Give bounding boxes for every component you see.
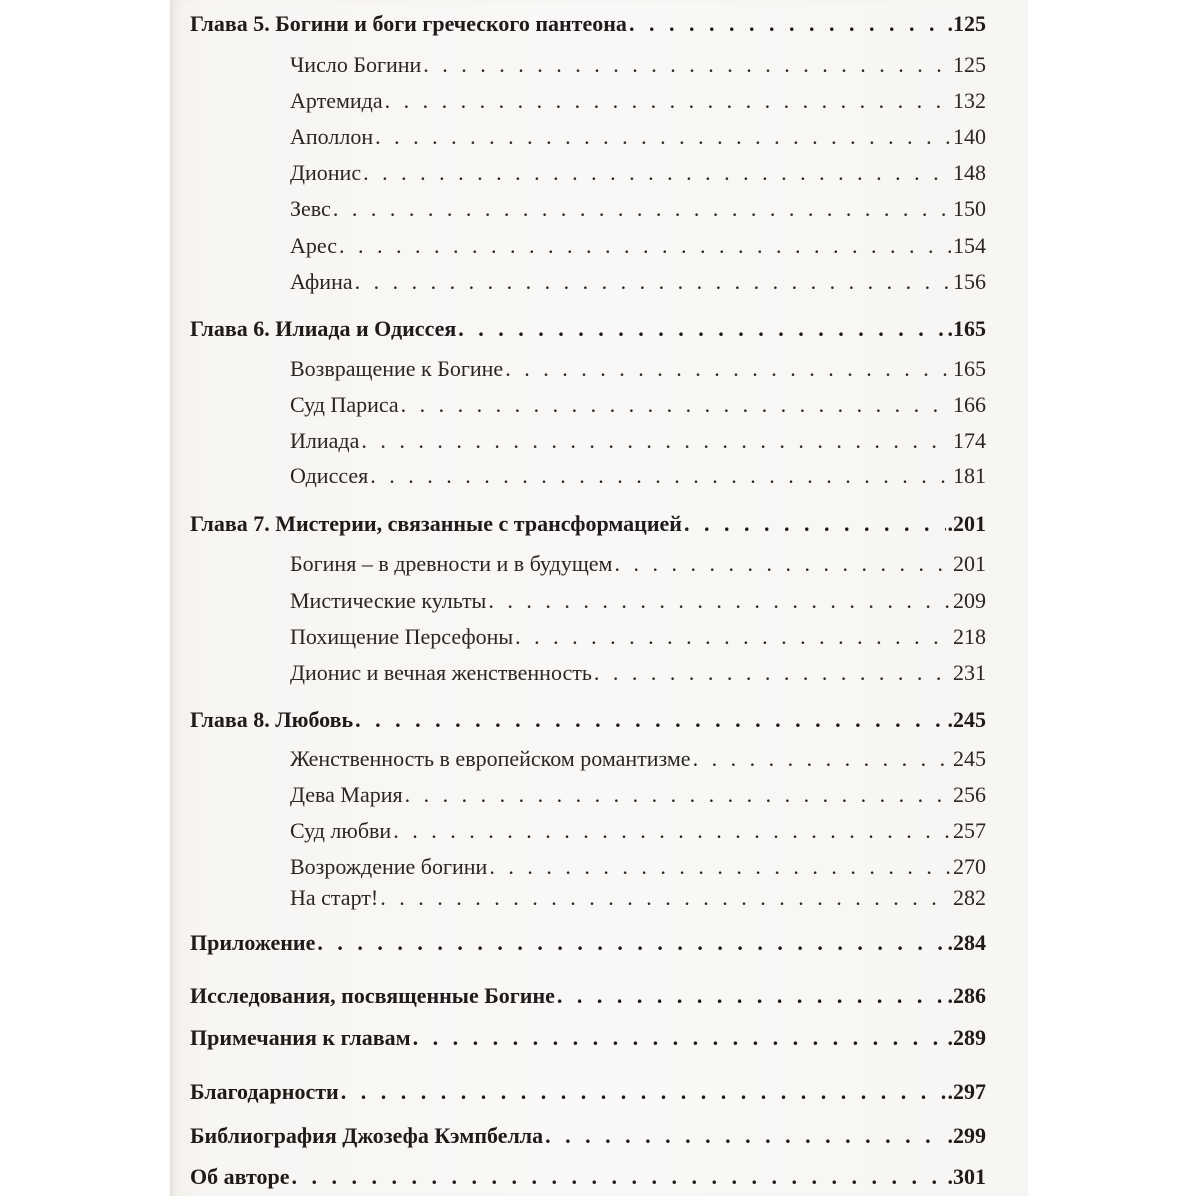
toc-section xyxy=(190,659,986,687)
toc-page-number: .301 xyxy=(947,1164,986,1189)
toc-entry-title: На старт! xyxy=(290,885,379,910)
toc-entry-title: Приложение xyxy=(190,930,316,955)
toc-chapter xyxy=(190,982,986,1010)
toc-section xyxy=(190,427,986,455)
toc-entry-title: Глава 7. Мистерии, связанные с трансформацией xyxy=(190,511,682,536)
toc-section xyxy=(190,781,986,809)
toc-page-number: 140 xyxy=(953,124,986,149)
leader-dots xyxy=(693,745,951,773)
toc-page-number: 209 xyxy=(953,588,986,613)
toc-section xyxy=(190,51,986,79)
toc-entry-title: Суд любви xyxy=(290,818,392,843)
toc-page-number: .201 xyxy=(947,511,986,536)
leader-dots xyxy=(355,706,945,734)
toc-page-number: 174 xyxy=(953,428,986,453)
toc-entry-title: Об авторе xyxy=(190,1164,290,1189)
toc-section xyxy=(190,745,986,773)
leader-dots xyxy=(401,391,951,419)
toc-entry-title: Суд Париса xyxy=(290,392,399,417)
toc-chapter xyxy=(190,929,986,957)
toc-entry-title: Арес xyxy=(290,233,337,258)
toc-page-number: 231 xyxy=(953,660,986,685)
toc-page-number: .299 xyxy=(947,1123,986,1148)
toc-page-number: .297 xyxy=(947,1079,986,1104)
toc-page-number: 181 xyxy=(953,463,986,488)
toc-page-number: 257 xyxy=(953,818,986,843)
leader-dots xyxy=(684,510,946,538)
toc-entry-title: Аполлон xyxy=(290,124,374,149)
toc-page-number: 166 xyxy=(953,392,986,417)
toc-chapter xyxy=(190,706,986,734)
leader-dots xyxy=(545,1122,945,1150)
leader-dots xyxy=(489,853,951,881)
leader-dots xyxy=(488,587,951,615)
toc-section xyxy=(190,159,986,187)
leader-dots xyxy=(361,427,951,455)
toc-entry-title: Число Богини xyxy=(290,52,422,77)
toc-page-number: .165 xyxy=(947,316,986,341)
toc-chapter xyxy=(190,1122,986,1150)
toc-page-number: .245 xyxy=(947,707,986,732)
toc-section xyxy=(190,623,986,651)
toc-entry-title: Глава 5. Богини и боги греческого пантеона xyxy=(190,11,627,36)
toc-entry-title: Благодарности xyxy=(190,1079,339,1104)
leader-dots xyxy=(385,87,951,115)
toc-page-number: 148 xyxy=(953,160,986,185)
toc-section xyxy=(190,462,986,490)
toc-entry-title: Дионис и вечная женственность xyxy=(290,660,592,685)
leader-dots xyxy=(614,550,951,578)
toc-chapter xyxy=(190,1163,986,1191)
toc-entry-title: Дева Мария xyxy=(290,782,403,807)
toc-entry-title: Женственность в европейском романтизме xyxy=(290,746,691,771)
toc-entry-title: Глава 8. Любовь xyxy=(190,707,354,732)
leader-dots xyxy=(375,123,951,151)
toc-section xyxy=(190,87,986,115)
leader-dots xyxy=(317,929,945,957)
toc-entry-title: Артемида xyxy=(290,88,383,113)
toc-page-number: 156 xyxy=(953,269,986,294)
leader-dots xyxy=(458,315,945,343)
toc-entry-title: Примечания к главам xyxy=(190,1025,411,1050)
toc-entry-title: Возрождение богини xyxy=(290,854,488,879)
toc-page-number: 218 xyxy=(953,624,986,649)
toc-page-number: 165 xyxy=(953,356,986,381)
toc-section xyxy=(190,587,986,615)
toc-page-number: 154 xyxy=(953,233,986,258)
toc-page-number: 132 xyxy=(953,88,986,113)
toc-section xyxy=(190,391,986,419)
leader-dots xyxy=(355,268,951,296)
toc-entry-title: Исследования, посвященные Богине xyxy=(190,983,555,1008)
toc-entry-title: Одиссея xyxy=(290,463,369,488)
toc-entry-title: Похищение Персефоны xyxy=(290,624,514,649)
leader-dots xyxy=(339,232,951,260)
toc-chapter xyxy=(190,315,986,343)
leader-dots xyxy=(333,195,951,223)
leader-dots xyxy=(393,817,951,845)
toc-page-number: 270 xyxy=(953,854,986,879)
toc-page-number: 256 xyxy=(953,782,986,807)
toc-section xyxy=(190,817,986,845)
toc-entry-title: Глава 6. Илиада и Одиссея xyxy=(190,316,457,341)
toc-section xyxy=(190,232,986,260)
toc-entry-title: Богиня – в древности и в будущем xyxy=(290,551,613,576)
toc-page-number: .289 xyxy=(947,1025,986,1050)
toc-page-number: 201 xyxy=(953,551,986,576)
toc-section xyxy=(190,853,986,881)
leader-dots xyxy=(291,1163,945,1191)
toc-page-number: .125 xyxy=(947,11,986,36)
toc-section xyxy=(190,268,986,296)
toc-section xyxy=(190,123,986,151)
leader-dots xyxy=(629,10,946,38)
toc-page-number: 245 xyxy=(953,746,986,771)
leader-dots xyxy=(515,623,951,651)
leader-dots xyxy=(380,884,951,912)
toc-entry-title: Возвращение к Богине xyxy=(290,356,504,381)
toc-entry-title: Мистические культы xyxy=(290,588,487,613)
toc-page-number: 150 xyxy=(953,196,986,221)
leader-dots xyxy=(405,781,951,809)
toc-chapter xyxy=(190,510,986,538)
toc-entry-title: Дионис xyxy=(290,160,362,185)
toc-chapter xyxy=(190,1078,986,1106)
toc-page-number: 125 xyxy=(953,52,986,77)
leader-dots xyxy=(423,51,951,79)
toc-section xyxy=(190,195,986,223)
leader-dots xyxy=(557,982,946,1010)
toc-chapter xyxy=(190,10,986,38)
toc-page-number: .286 xyxy=(947,983,986,1008)
toc-section xyxy=(190,550,986,578)
toc-page-number: .284 xyxy=(947,930,986,955)
leader-dots xyxy=(370,462,951,490)
leader-dots xyxy=(341,1078,946,1106)
toc-section xyxy=(190,884,986,912)
toc-chapter xyxy=(190,1024,986,1052)
leader-dots xyxy=(505,355,951,383)
book-page xyxy=(170,0,1028,1196)
toc-page-number: 282 xyxy=(953,885,986,910)
leader-dots xyxy=(363,159,951,187)
toc-entry-title: Библиография Джозефа Кэмпбелла xyxy=(190,1123,544,1148)
toc-entry-title: Зевс xyxy=(290,196,331,221)
leader-dots xyxy=(594,659,951,687)
toc-section xyxy=(190,355,986,383)
toc-entry-title: Илиада xyxy=(290,428,360,453)
leader-dots xyxy=(413,1024,946,1052)
toc-entry-title: Афина xyxy=(290,269,353,294)
